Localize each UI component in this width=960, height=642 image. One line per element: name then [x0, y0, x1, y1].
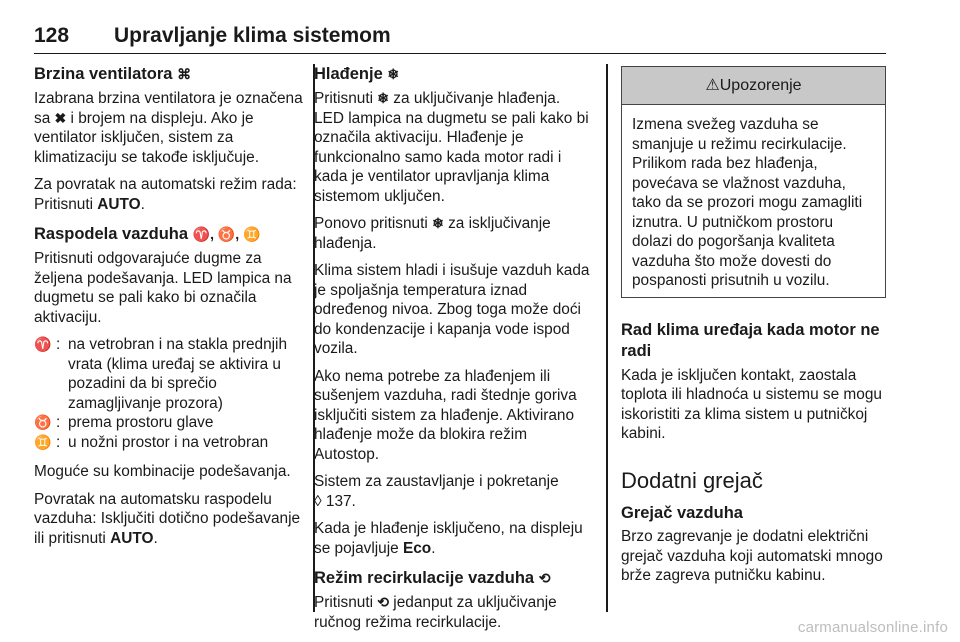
page-number: 128 — [34, 24, 70, 47]
cooling-paragraph-2: Ponovo pritisnuti ❄ za isključivanje hlađenja. — [314, 215, 551, 252]
recirculation-icon: ⟲ — [538, 570, 551, 586]
air-paragraph-1: Pritisnuti odgovarajuće dugme za željena podešavanja. LED lampica na dugmetu se pali kako bi označila aktivaciju. — [34, 250, 292, 326]
head-area-icon: ♉ — [34, 414, 52, 430]
air-heater-heading: Grejač vazduha — [621, 503, 743, 522]
residual-heat-heading: Rad klima uređaja kada motor ne radi — [621, 320, 880, 360]
recirculation-paragraph: Pritisnuti ⟲ jedanput za uključivanje ručnog režima recirkulacije. — [314, 594, 557, 631]
cooling-paragraph-3: Klima sistem hladi i isušuje vazduh kada je spoljašnja temperatura iznad određenog nivoa. Zbog toga može doći do kondenzacije i kapanja vode ispod vozila. — [314, 262, 590, 357]
list-item: ♊ : u nožni prostor i na vetrobran — [34, 433, 269, 451]
column-divider — [606, 64, 608, 612]
cooling-paragraph-4: Ako nema potrebe za hlađenjem ili sušenjem vazduha, radi štednje goriva isključiti sistem za hlađenje. Aktivirano hlađenje može da blokira režim Autostop. — [314, 367, 577, 463]
fan-symbol-icon: ✖ — [54, 109, 67, 126]
snowflake-icon: ❄ — [432, 215, 444, 231]
air-distribution-heading: Raspodela vazduha ♈, ♉, ♊ — [34, 225, 261, 243]
air-heater-paragraph: Brzo zagrevanje je dodatni električni grejač vazduha koji automatski mnogo brže zagreva putničku kabinu. — [621, 528, 883, 584]
list-item: ♈ : na vetrobran i na stakla prednjih vrata (klima uređaj se aktivira u pozadini da bi sprečio zamagljivanje prozora) — [34, 336, 288, 412]
windscreen-icon: ♈ — [34, 336, 52, 352]
column-right — [621, 62, 886, 594]
list-item: ♉ : prema prostoru glave — [34, 414, 214, 431]
fan-speed-heading: Brzina ventilatora ⌘ — [34, 65, 192, 83]
page-reference-link[interactable]: ◊ 137. — [314, 492, 356, 510]
recirculation-icon: ⟲ — [377, 594, 390, 610]
snowflake-icon: ❄ — [387, 66, 400, 82]
cooling-paragraph-5: Sistem za zaustavljanje i pokretanje ◊ 137. — [314, 473, 559, 510]
column-left — [34, 62, 304, 556]
warning-header — [622, 67, 885, 105]
air-paragraph-2: Moguće su kombinacije podešavanja. — [34, 463, 291, 480]
cooling-heading: Hlađenje ❄ — [314, 65, 400, 83]
section-title: Dodatni grejač — [621, 467, 763, 493]
air-paragraph-3: Povratak na automatsku raspodelu vazduha: Isključiti dotično podešavanje ili pritisnuti AUTO. — [34, 490, 301, 547]
page-header — [34, 18, 886, 54]
cooling-paragraph-6: Kada je hlađenje isključeno, na displeju se pojavljuje Eco. — [314, 520, 583, 557]
cooling-paragraph-1: Pritisnuti ❄ za uključivanje hlađenja. LED lampica na dugmetu se pali kako bi označila aktivaciju. Hlađenje je funkcionalno samo kada motor radi i kada je ventilator upravljanja klima sistemom uključen. — [314, 90, 589, 205]
warning-icon: ⚠ — [705, 77, 720, 94]
column-middle — [314, 62, 594, 640]
residual-heat-paragraph: Kada je isključen kontakt, zaostala toplota ili hladnoća u sistemu se mogu iskoristiti za klima sistem u putničkoj kabini. — [621, 366, 882, 442]
watermark: carmanualsonline.info — [797, 619, 948, 636]
air-distribution-icons: ♈, ♉, ♊ — [192, 226, 261, 242]
page-title: Upravljanje klima sistemom — [114, 24, 391, 47]
warning-title: Upozorenje — [719, 77, 802, 94]
snowflake-icon: ❄ — [377, 90, 390, 106]
fan-icon: ⌘ — [177, 66, 192, 82]
warning-text: Izmena svežeg vazduha se smanjuje u režimu recirkulacije. Prilikom rada bez hlađenja, povećava se vlažnost vazduha, tako da se prozori mogu zamagliti iznutra. U putničkom prostoru dolazi do pogoršanja kvaliteta vazduha što može dovesti do pospanosti prisutnih u vozilu. — [632, 116, 863, 289]
air-distribution-list — [34, 335, 304, 452]
recirculation-heading: Režim recirkulacije vazduha ⟲ — [314, 569, 551, 587]
footwell-icon: ♊ — [34, 433, 52, 450]
warning-box — [621, 66, 886, 298]
fan-paragraph-1: Izabrana brzina ventilatora je označena sa ✖ i brojem na displeju. Ako je ventilator isključen, sistem za klimatizaciju se takođe isključuje. — [34, 90, 303, 166]
fan-paragraph-2: Za povratak na automatski režim rada: Pritisnuti AUTO. — [34, 176, 297, 213]
